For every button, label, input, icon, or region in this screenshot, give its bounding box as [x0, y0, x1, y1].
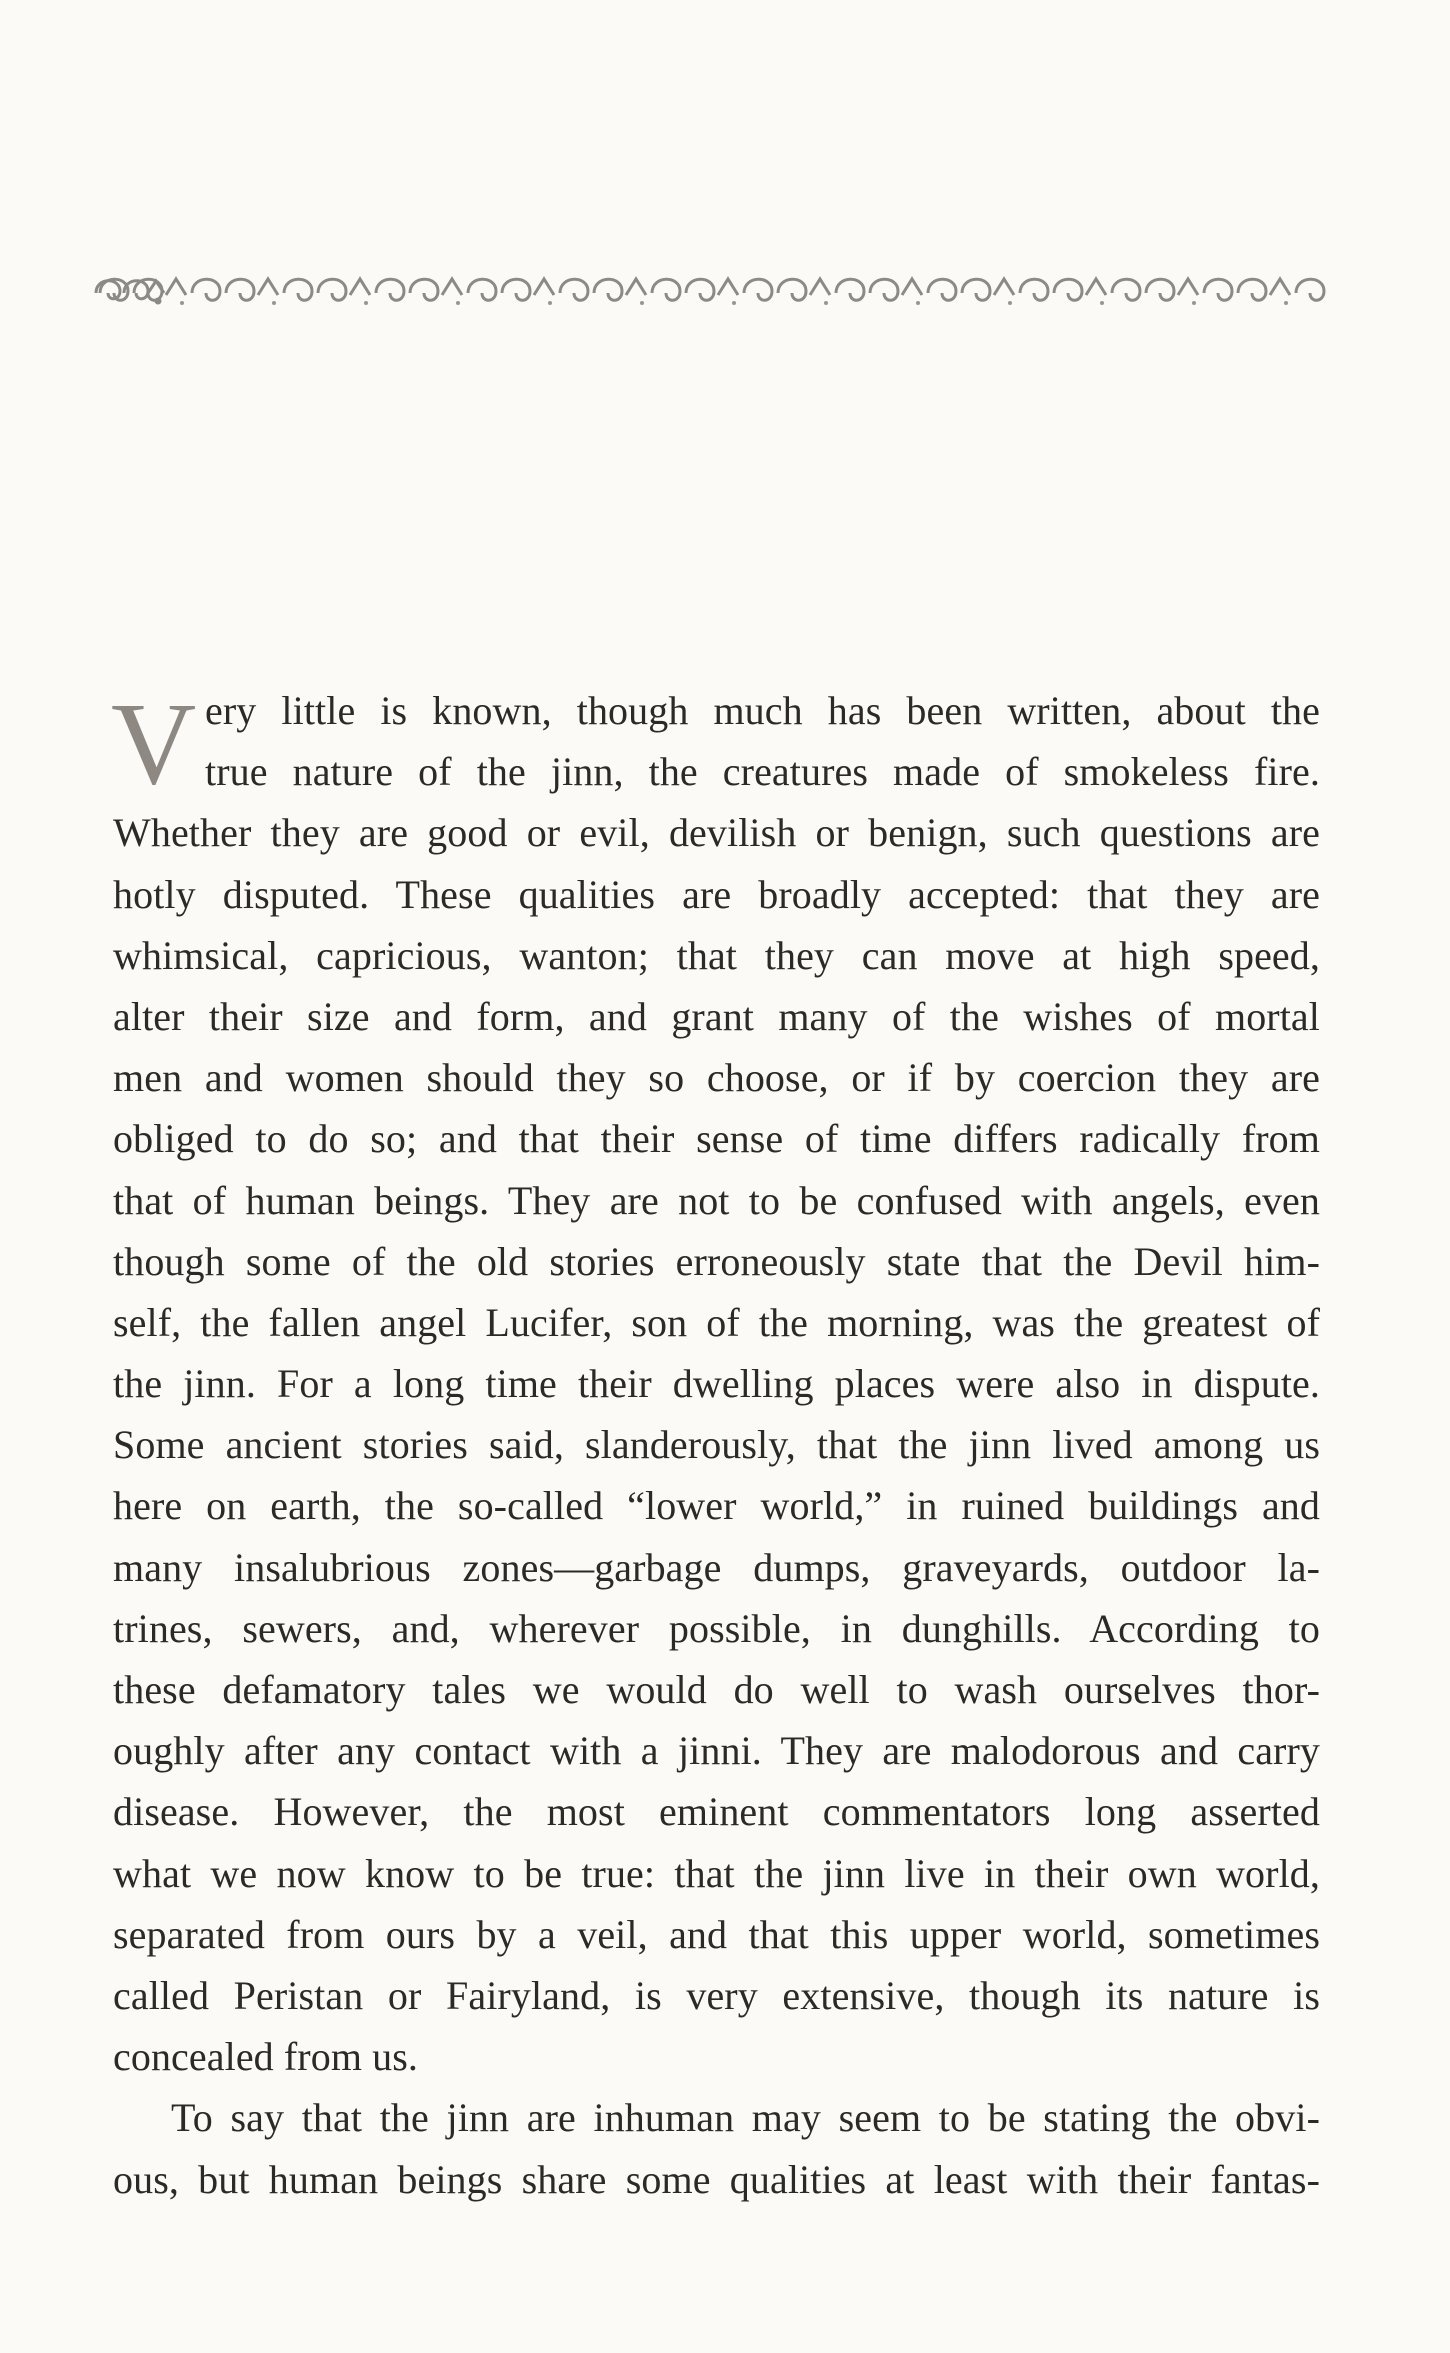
paragraph-1: [113, 680, 1320, 2087]
text-line: Some ancient stories said, slanderously, that the jinn lived among us: [113, 1422, 1320, 1468]
text-line: separated from ours by a veil, and that this upper world, sometimes: [113, 1911, 1320, 1957]
text-line: whimsical, capricious, wanton; that they can move at high speed,: [113, 932, 1320, 978]
text-line: what we now know to be true: that the jinn live in their own world,: [113, 1850, 1320, 1896]
text-line: called Peristan or Fairyland, is very extensive, though its nature is: [113, 1972, 1320, 2018]
text-line: true nature of the jinn, the creatures made of smokeless fire.: [205, 749, 1320, 795]
text-line: concealed from us.: [113, 2034, 419, 2080]
text-line: these defamatory tales we would do well to wash ourselves thor-: [113, 1667, 1320, 1712]
text-line: that of human beings. They are not to be confused with angels, even: [113, 1177, 1320, 1223]
text-line: oughly after any contact with a jinni. They are malodorous and carry: [113, 1728, 1320, 1774]
body-text: [113, 680, 1320, 2210]
text-line: disease. However, the most eminent commentators long asserted: [113, 1789, 1320, 1835]
text-line: men and women should they so choose, or if by coercion they are: [113, 1055, 1320, 1101]
text-line: though some of the old stories erroneously state that the Devil him-: [113, 1238, 1320, 1284]
text-line: here on earth, the so-called “lower world,” in ruined buildings and: [113, 1483, 1320, 1529]
text-line: alter their size and form, and grant many of the wishes of mortal: [113, 993, 1320, 1039]
text-line: trines, sewers, and, wherever possible, in dunghills. According to: [113, 1605, 1320, 1651]
text-line: the jinn. For a long time their dwelling places were also in dispute.: [113, 1361, 1320, 1407]
text-line: hotly disputed. These qualities are broadly accepted: that they are: [113, 871, 1320, 917]
text-line: To say that the jinn are inhuman may seem to be stating the obvi-: [171, 2095, 1320, 2141]
text-line: ery little is known, though much has been written, about the: [205, 688, 1320, 733]
text-line: obliged to do so; and that their sense of time differs radically from: [113, 1116, 1320, 1162]
decorative-vine-border: [90, 263, 1335, 313]
text-line: ous, but human beings share some qualities at least with their fantas-: [113, 2156, 1320, 2202]
text-line: Whether they are good or evil, devilish or benign, such questions are: [113, 810, 1320, 856]
text-line: many insalubrious zones—garbage dumps, graveyards, outdoor la-: [113, 1544, 1320, 1590]
text-line: self, the fallen angel Lucifer, son of the morning, was the greatest of: [113, 1299, 1320, 1345]
paragraph-2: [113, 2087, 1320, 2209]
drop-cap: V: [111, 678, 197, 809]
